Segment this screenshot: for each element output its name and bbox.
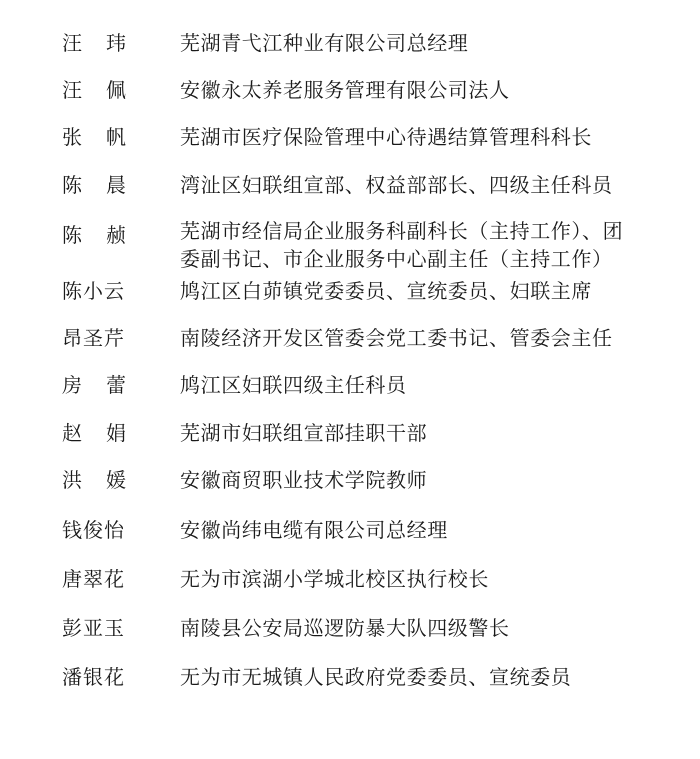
member-role-line-2: 委副书记、市企业服务中心副主任（主持工作）	[180, 247, 613, 271]
member-name: 潘银花	[62, 665, 125, 689]
member-role: 安徽永太养老服务管理有限公司法人	[180, 78, 510, 102]
member-name: 汪佩	[62, 78, 150, 102]
member-name: 赵娟	[62, 421, 150, 445]
member-role: 安徽尚纬电缆有限公司总经理	[180, 518, 448, 542]
member-name: 房蕾	[62, 373, 150, 397]
member-role: 芜湖市医疗保险管理中心待遇结算管理科科长	[180, 125, 592, 149]
member-role: 芜湖青弋江种业有限公司总经理	[180, 31, 469, 55]
member-role: 南陵县公安局巡逻防暴大队四级警长	[180, 616, 510, 640]
member-name: 昂圣芹	[62, 326, 125, 350]
member-role: 芜湖市妇联组宣部挂职干部	[180, 421, 428, 445]
member-role: 鸠江区白茆镇党委委员、宣统委员、妇联主席	[180, 279, 592, 303]
member-name: 汪玮	[62, 31, 150, 55]
member-role: 无为市滨湖小学城北校区执行校长	[180, 567, 489, 591]
member-name: 张帆	[62, 125, 150, 149]
member-name: 陈晨	[62, 173, 150, 197]
member-name: 唐翠花	[62, 567, 125, 591]
member-role-line-1: 芜湖市经信局企业服务科副科长（主持工作）、团	[180, 219, 624, 243]
member-role: 湾沚区妇联组宣部、权益部部长、四级主任科员	[180, 173, 613, 197]
member-name: 陈小云	[62, 279, 125, 303]
member-name: 彭亚玉	[62, 616, 125, 640]
member-name: 洪媛	[62, 468, 150, 492]
member-role: 南陵经济开发区管委会党工委书记、管委会主任	[180, 326, 613, 350]
member-name: 陈赪	[62, 223, 150, 247]
member-role: 安徽商贸职业技术学院教师	[180, 468, 428, 492]
member-name: 钱俊怡	[62, 518, 125, 542]
member-role: 鸠江区妇联四级主任科员	[180, 373, 407, 397]
member-role: 无为市无城镇人民政府党委委员、宣统委员	[180, 665, 572, 689]
